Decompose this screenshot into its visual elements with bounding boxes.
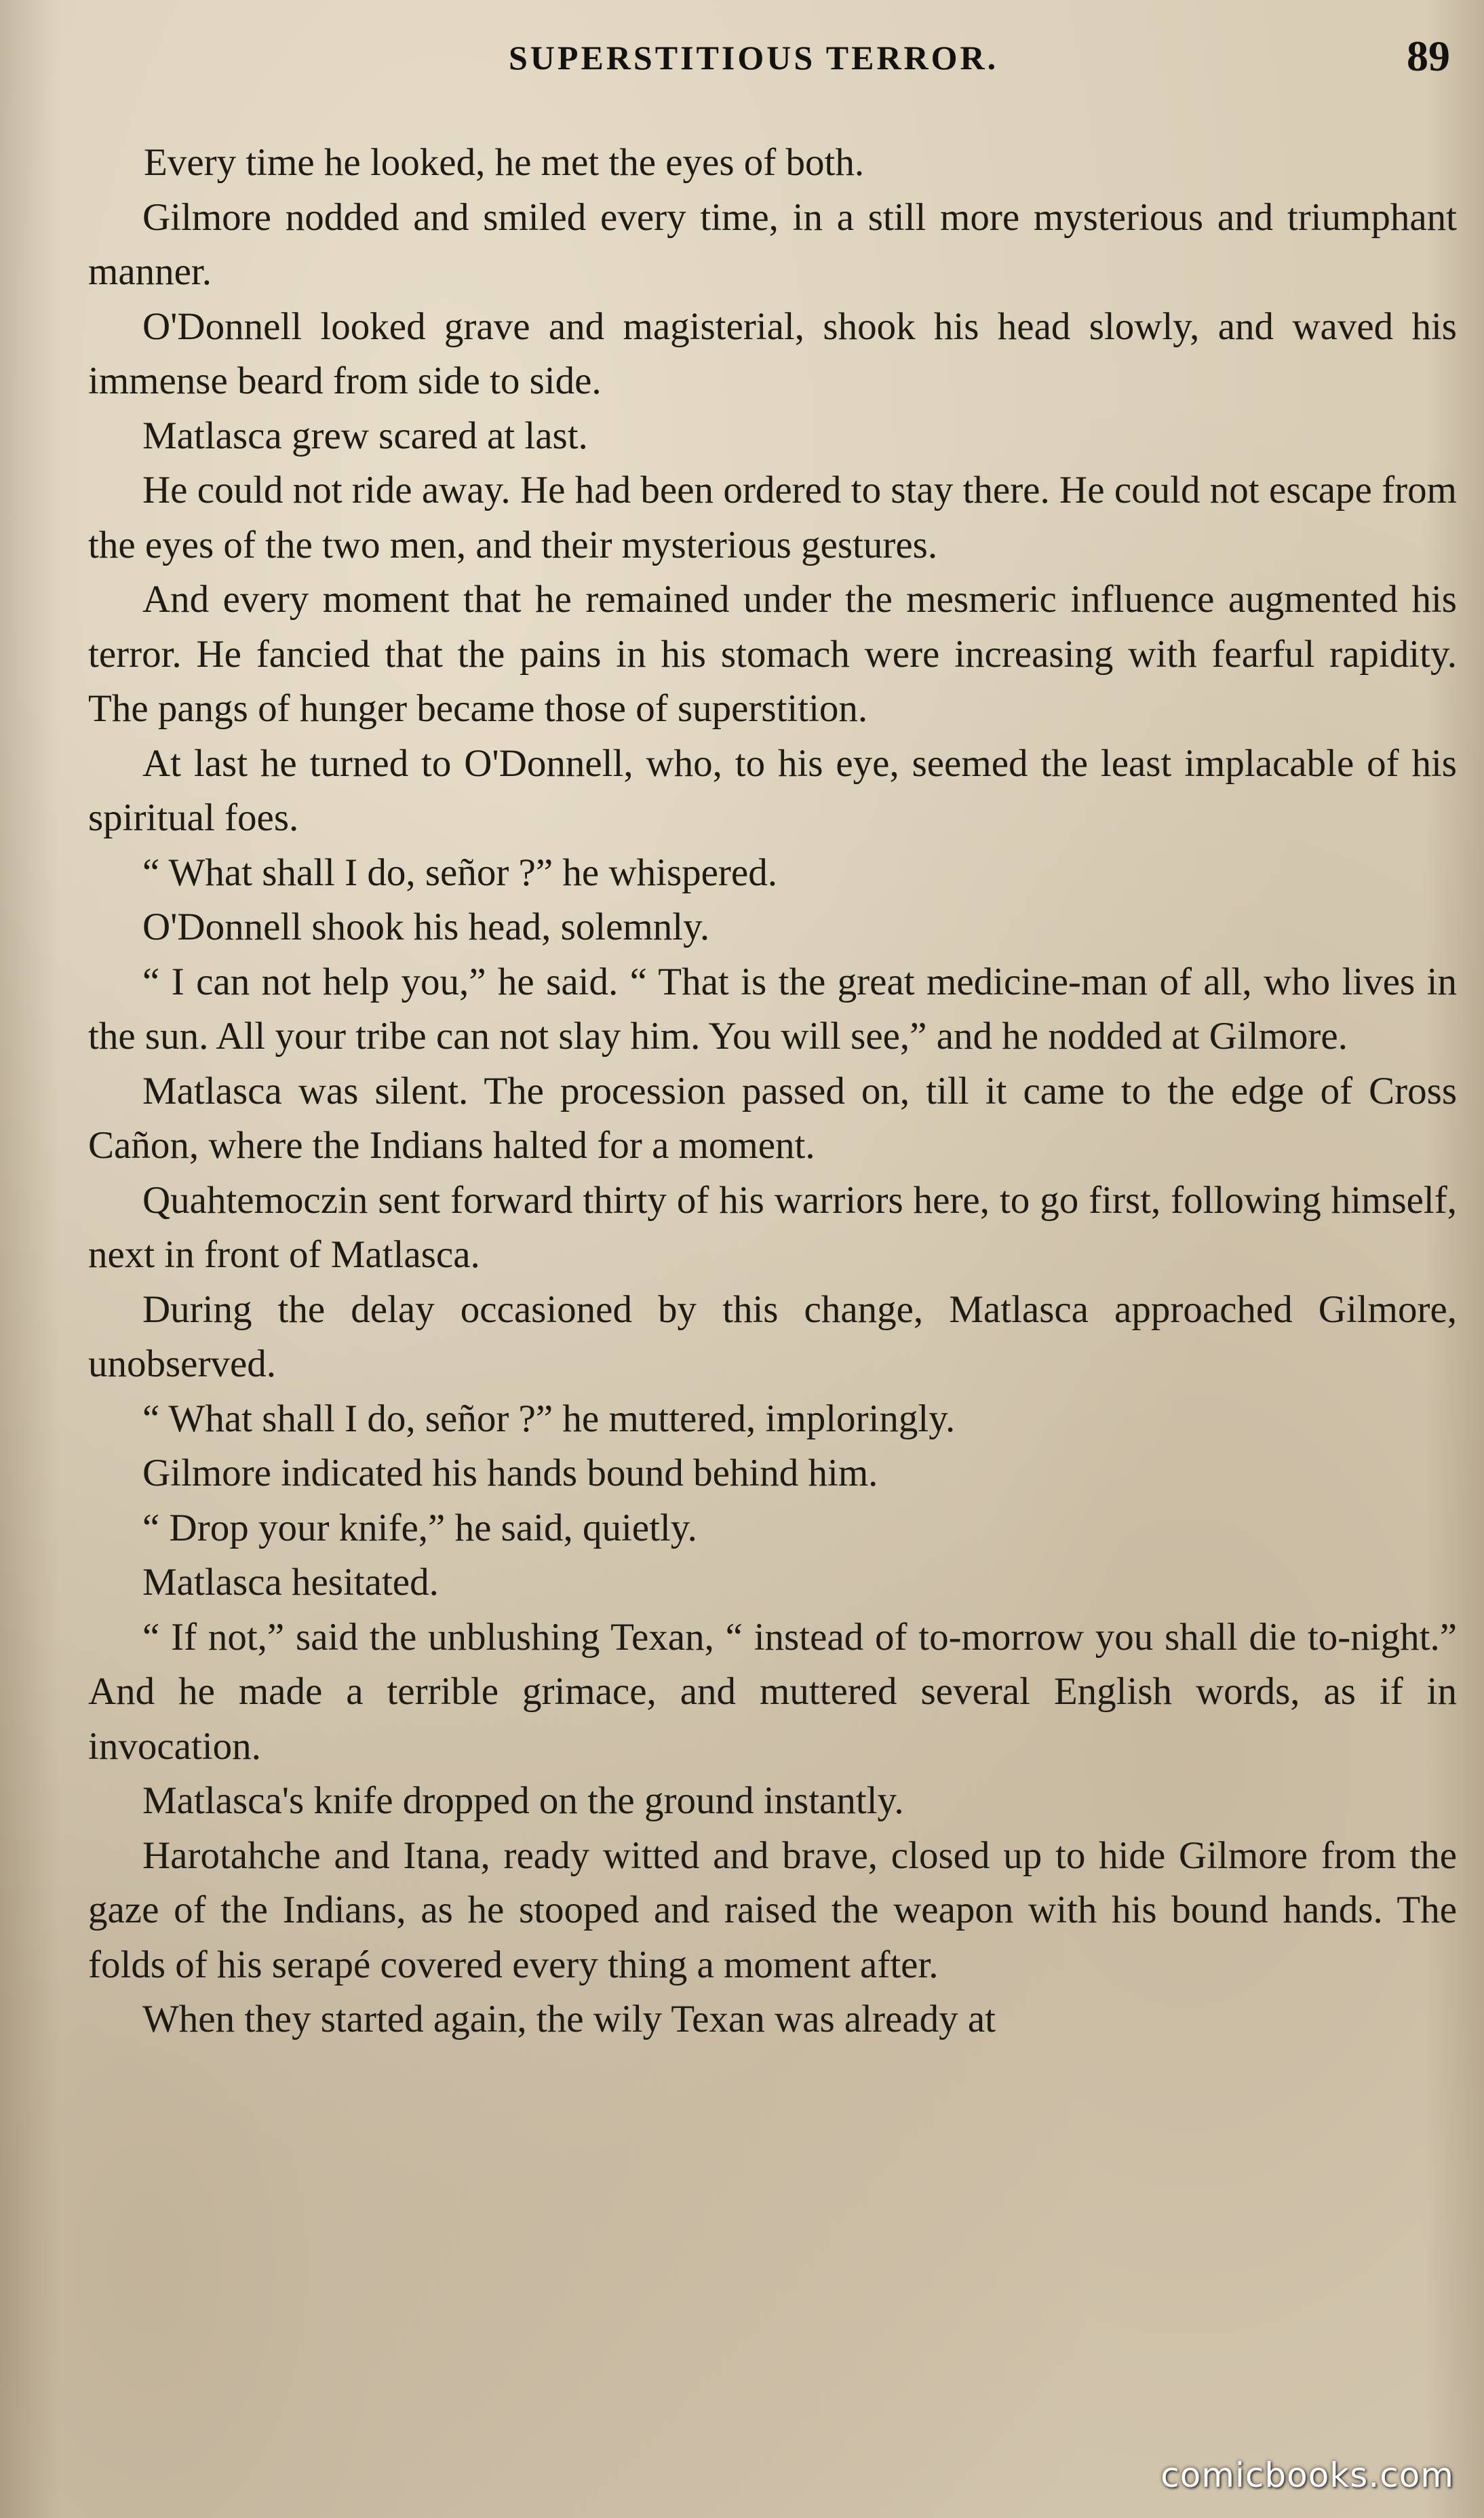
paragraph: At last he turned to O'Donnell, who, to his eye, seemed the least implacable of his spiritual foes. [88, 741, 1457, 839]
paragraph: “ If not,” said the unblushing Texan, “ instead of to-morrow you shall die to-night.” And he made a terrible grimace, and muttered several English words, as if in invocation. [88, 1615, 1457, 1768]
paragraph: Matlasca's knife dropped on the ground instantly. [142, 1779, 904, 1822]
paragraph: Every time he looked, he met the eyes of both. [144, 141, 865, 184]
paragraph: Harotahche and Itana, ready witted and brave, closed up to hide Gilmore from the gaze of the Indians, as he stooped and raised the weapon with his bound hands. The folds of his serapé covered every thing a moment after. [88, 1834, 1457, 1986]
running-title: SUPERSTITIOUS TERROR. [509, 39, 999, 77]
page-number: 89 [1407, 32, 1450, 80]
paragraph: And every moment that he remained under the mesmeric influence augmented his terror. He fancied that the pains in his stomach were increasing with fearful rapidity. The pangs of hunger became those of superstition. [88, 578, 1457, 730]
paragraph: “ Drop your knife,” he said, quietly. [142, 1506, 697, 1549]
paragraph: O'Donnell shook his head, solemnly. [142, 906, 710, 948]
paragraph: “ I can not help you,” he said. “ That is the great medicine-man of all, who lives in the sun. All your tribe can not slay him. You will see,” and he nodded at Gilmore. [88, 960, 1457, 1058]
paragraph: Gilmore nodded and smiled every time, in a still more mysterious and triumphant manner. [88, 195, 1457, 293]
paragraph: Gilmore indicated his hands bound behind him. [142, 1452, 878, 1494]
body-text [88, 136, 1457, 2047]
paragraph: Matlasca hesitated. [142, 1561, 439, 1604]
paragraph: When they started again, the wily Texan was already at [142, 1998, 996, 2040]
site-watermark: comicbooks.com [1160, 2456, 1454, 2495]
paragraph: “ What shall I do, señor ?” he whispered. [142, 851, 777, 894]
paragraph: “ What shall I do, señor ?” he muttered, imploringly. [142, 1397, 956, 1440]
paragraph: During the delay occasioned by this change, Matlasca approached Gilmore, unobserved. [88, 1287, 1457, 1385]
paragraph: Matlasca was silent. The procession passed on, till it came to the edge of Cross Cañon, where the Indians halted for a moment. [88, 1069, 1457, 1167]
paragraph: Quahtemoczin sent forward thirty of his warriors here, to go first, following himself, next in front of Matlasca. [88, 1178, 1457, 1276]
running-head [0, 27, 1484, 88]
paragraph: He could not ride away. He had been ordered to stay there. He could not escape from the eyes of the two men, and their mysterious gestures. [88, 469, 1457, 566]
paragraph: Matlasca grew scared at last. [142, 414, 588, 457]
paragraph: O'Donnell looked grave and magisterial, shook his head slowly, and waved his immense beard from side to side. [88, 305, 1457, 402]
